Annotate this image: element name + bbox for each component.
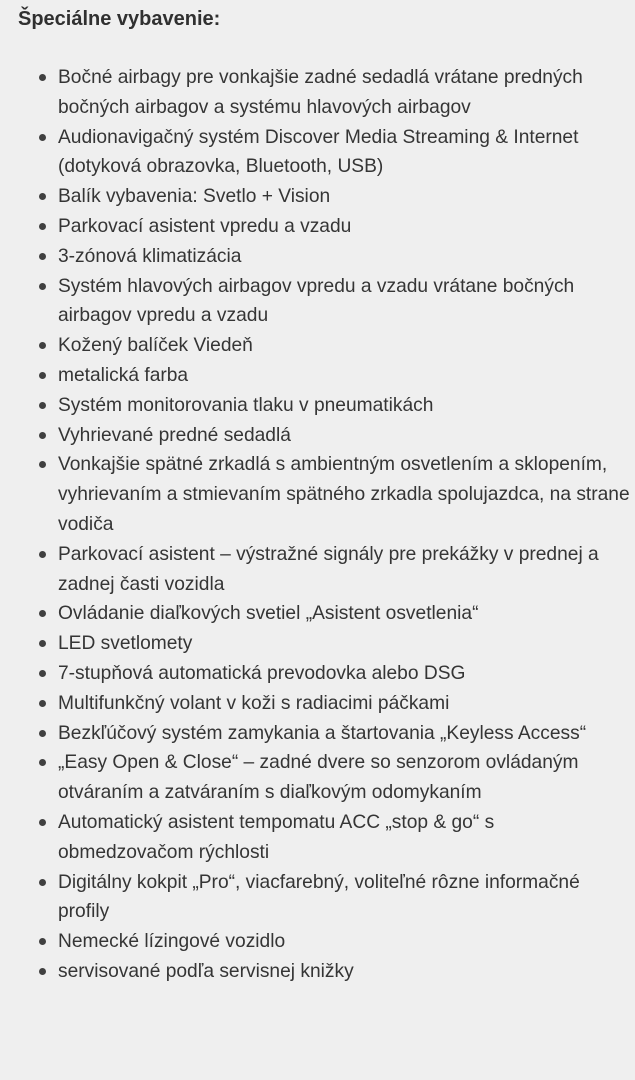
bullet-icon xyxy=(39,193,46,200)
bullet-icon xyxy=(39,551,46,558)
bullet-icon xyxy=(39,461,46,468)
list-item xyxy=(0,719,635,749)
section-heading: Špeciálne vybavenie: xyxy=(18,8,221,30)
list-item xyxy=(0,361,635,391)
feature-text: Ovládanie diaľkových svetiel „Asistent osvetlenia“ xyxy=(58,603,479,625)
bullet-icon xyxy=(39,730,46,737)
list-item xyxy=(0,599,635,629)
feature-text: Balík vybavenia: Svetlo + Vision xyxy=(58,186,331,208)
bullet-icon xyxy=(39,879,46,886)
bullet-icon xyxy=(39,640,46,647)
bullet-icon xyxy=(39,700,46,707)
feature-text: Parkovací asistent – výstražné signály pre prekážky v prednej a zadnej časti vozidla xyxy=(58,543,599,595)
bullet-icon xyxy=(39,670,46,677)
feature-text: metalická farba xyxy=(58,364,189,386)
feature-text: LED svetlomety xyxy=(58,633,193,655)
feature-text: Audionavigačný systém Discover Media Streaming & Internet (dotyková obrazovka, Bluetooth, USB) xyxy=(58,126,579,178)
list-item xyxy=(0,63,635,123)
bullet-icon xyxy=(39,283,46,290)
feature-text: 7-stupňová automatická prevodovka alebo DSG xyxy=(58,662,466,684)
list-item xyxy=(0,808,635,868)
feature-text: Bezkľúčový systém zamykania a štartovania „Keyless Access“ xyxy=(58,722,587,744)
list-item xyxy=(0,450,635,539)
list-item xyxy=(0,212,635,242)
feature-text: Automatický asistent tempomatu ACC „stop & go“ s obmedzovačom rýchlosti xyxy=(58,811,495,863)
list-item xyxy=(0,957,635,987)
feature-text: Vonkajšie spätné zrkadlá s ambientným osvetlením a sklopením, vyhrievaním a stmievaním spätného zrkadla spolujazdca, na strane vodiča xyxy=(58,454,630,535)
list-item xyxy=(0,331,635,361)
feature-text: Parkovací asistent vpredu a vzadu xyxy=(58,215,352,237)
list-item xyxy=(0,123,635,183)
bullet-icon xyxy=(39,372,46,379)
bullet-icon xyxy=(39,253,46,260)
bullet-icon xyxy=(39,74,46,81)
feature-text: Bočné airbagy pre vonkajšie zadné sedadlá vrátane predných bočných airbagov a systému hlavových airbagov xyxy=(58,67,583,118)
list-item xyxy=(0,689,635,719)
list-item xyxy=(0,868,635,928)
feature-text: Multifunkčný volant v koži s radiacimi páčkami xyxy=(58,692,450,714)
list-item xyxy=(0,272,635,332)
bullet-icon xyxy=(39,402,46,409)
feature-text: 3-zónová klimatizácia xyxy=(58,245,242,267)
list-item xyxy=(0,540,635,600)
list-item xyxy=(0,927,635,957)
list-item xyxy=(0,391,635,421)
list-item xyxy=(0,242,635,272)
bullet-icon xyxy=(39,610,46,617)
feature-text: Nemecké lízingové vozidlo xyxy=(58,931,286,953)
list-item xyxy=(0,659,635,689)
feature-text: Vyhrievané predné sedadlá xyxy=(58,424,291,446)
bullet-icon xyxy=(39,342,46,349)
bullet-icon xyxy=(39,938,46,945)
list-item xyxy=(0,421,635,451)
feature-text: Systém monitorovania tlaku v pneumatikách xyxy=(58,394,434,416)
feature-text: Kožený balíček Viedeň xyxy=(58,335,253,357)
bullet-icon xyxy=(39,759,46,766)
feature-list xyxy=(0,63,635,987)
bullet-icon xyxy=(39,223,46,230)
feature-text: servisované podľa servisnej knižky xyxy=(58,960,354,982)
list-item xyxy=(0,629,635,659)
feature-text: Digitálny kokpit „Pro“, viacfarebný, voliteľné rôzne informačné profily xyxy=(58,871,580,923)
bullet-icon xyxy=(39,819,46,826)
feature-text: Systém hlavových airbagov vpredu a vzadu vrátane bočných airbagov vpredu a vzadu xyxy=(58,275,575,327)
list-item xyxy=(0,748,635,808)
bullet-icon xyxy=(39,432,46,439)
feature-text: „Easy Open & Close“ – zadné dvere so senzorom ovládaným otváraním a zatváraním s diaľkovým odomykaním xyxy=(58,752,579,804)
bullet-icon xyxy=(39,134,46,141)
list-item xyxy=(0,182,635,212)
bullet-icon xyxy=(39,968,46,975)
